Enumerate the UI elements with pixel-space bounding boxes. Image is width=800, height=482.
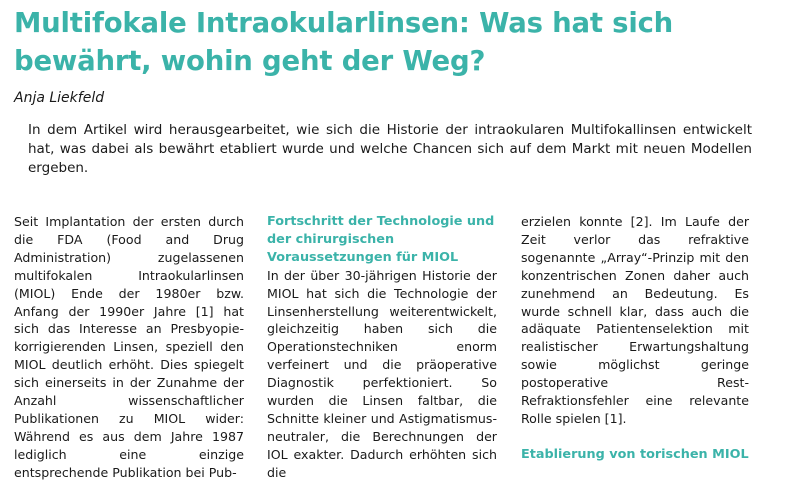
column-1: [14, 213, 244, 482]
section-heading-torische-miol: Etablierung von torischen MIOL: [521, 446, 749, 462]
column-1-body: Seit Implantation der ersten durch die FDA (Food and Drug Administration) zugelassenen multifokalen Intraokularlinsen (MIOL) Ende der 1980er bzw. Anfang der 1990er Jahre [1] hat sich das Interesse an Presbyopie-korrigierenden Linsen, speziell den MIOL deutlich erhöht. Dies spiegelt sich einerseits in der Zunahme der Anzahl wissenschaftlicher Publikationen zu MIOL wider: Während es aus dem Jahre 1987 lediglich eine einzige entsprechende Publikation bei Pub-: [14, 214, 244, 480]
article-title: Multifokale Intraokularlinsen: Was hat sich bewährt, wohin geht der Weg?: [14, 7, 674, 77]
column-2-body: In der über 30-jährigen Historie der MIOL hat sich die Technologie der Linsenherstellung weiterentwickelt, gleichzeitig haben sich die Operationstechniken enorm verfeinert und die präoperative Diagnostik perfektioniert. So wurden die Linsen faltbar, die Schnitte kleiner und Astigmatismus-neutraler, die Berechnungen der IOL exakter. Dadurch erhöhten sich die: [267, 267, 497, 480]
author-name: Anja Liekfeld: [14, 90, 105, 106]
column-2: [267, 213, 497, 482]
section-heading-fortschritt: Fortschritt der Technologie und der chirurgischen Voraussetzungen für MIOL: [267, 214, 495, 265]
article-abstract: In dem Artikel wird herausgearbeitet, wie sich die Historie der intraokularen Multifokallinsen entwickelt hat, was dabei als bewährt etabliert wurde und welche Chancen sich auf dem Markt mit neuen Modellen ergeben.: [28, 122, 752, 176]
column-3: [521, 213, 749, 464]
column-3-body: erzielen konnte [2]. Im Laufe der Zeit verlor das refraktive sogenannte „Array“-Prinzip mit den konzentrischen Zonen daher auch zunehmend an Bedeutung. Es wurde schnell klar, dass auch die adäquate Patientenselektion mit realistischer Erwartungshaltung sowie möglichst geringe postoperative Rest-Refraktionsfehler eine relevante Rolle spielen [1].: [521, 214, 749, 426]
